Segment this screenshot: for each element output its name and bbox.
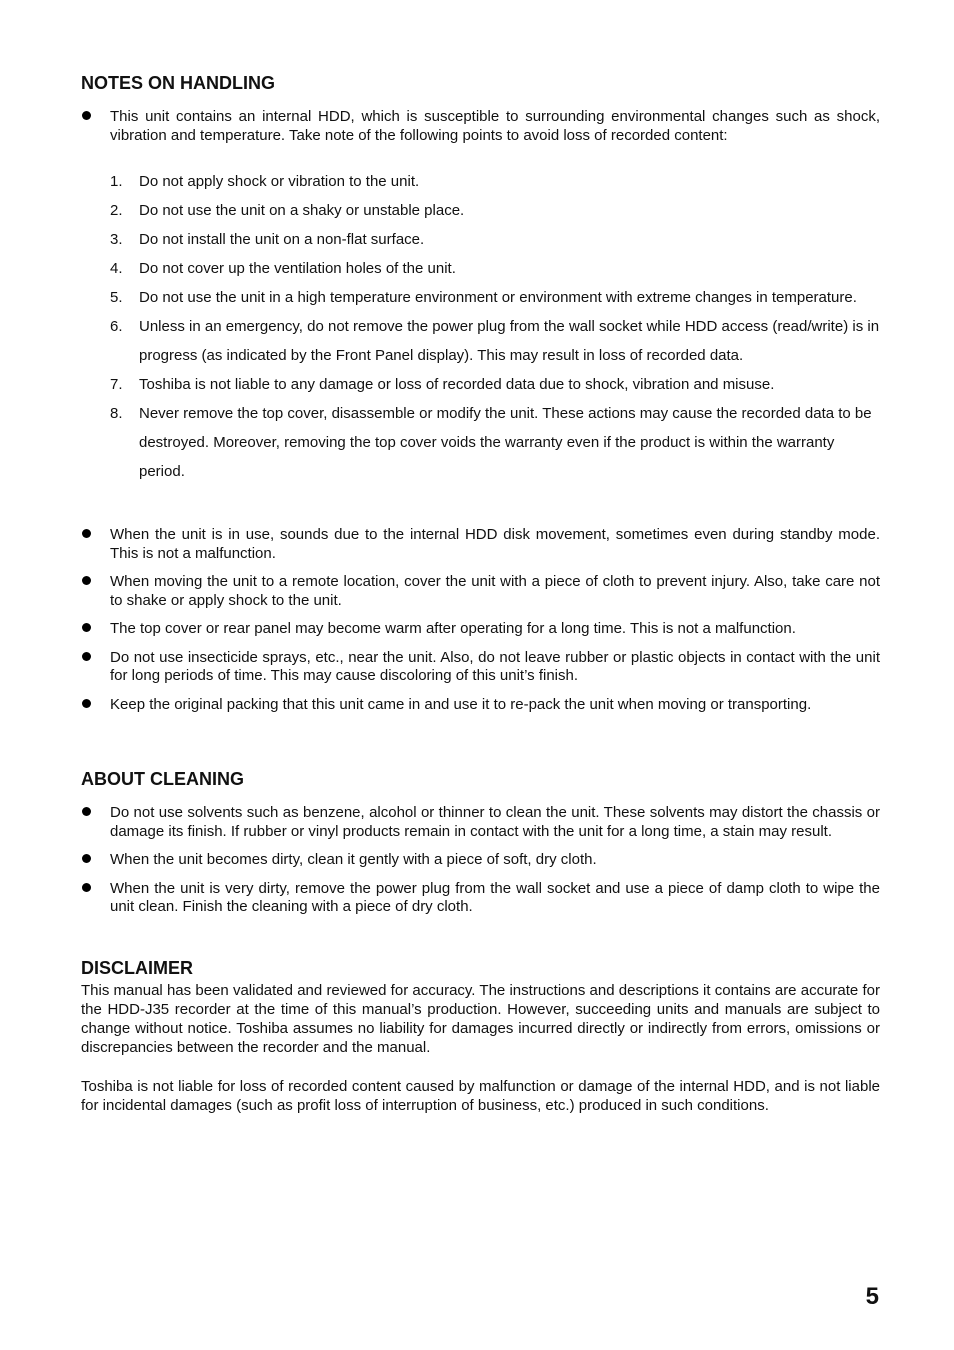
step-number: 4.	[110, 260, 123, 277]
step-text: Do not use the unit in a high temperature environment or environment with extreme changes in temperature.	[139, 289, 857, 306]
step-item	[110, 225, 880, 254]
handling-intro-item	[81, 108, 880, 486]
step-item	[110, 399, 880, 486]
cleaning-section	[81, 768, 880, 917]
step-number: 7.	[110, 376, 123, 393]
page-number: 5	[865, 1283, 879, 1310]
bullet-text: When the unit is in use, sounds due to the internal HDD disk movement, sometimes even during standby mode. This is not a malfunction.	[110, 526, 880, 562]
step-number: 1.	[110, 173, 123, 190]
cleaning-bullet-list	[81, 804, 880, 917]
bullet-text: Do not use solvents such as benzene, alcohol or thinner to clean the unit. These solvents may distort the chassis or damage its finish. If rubber or vinyl products remain in contact with the unit for a long time, a stain may result.	[110, 804, 880, 840]
bullet-dot-icon	[82, 576, 91, 585]
handling-bullet-item	[81, 526, 880, 563]
bullet-text: When the unit is very dirty, remove the power plug from the wall socket and use a piece of damp cloth to wipe the unit clean. Finish the cleaning with a piece of dry cloth.	[110, 879, 880, 915]
handling-heading: NOTES ON HANDLING	[81, 73, 276, 93]
bullet-dot-icon	[82, 652, 91, 661]
bullet-dot-icon	[82, 623, 91, 632]
disclaimer-heading: DISCLAIMER	[81, 957, 193, 978]
step-number: 6.	[110, 318, 123, 335]
disclaimer-section	[81, 957, 880, 1115]
bullet-dot-icon	[82, 699, 91, 708]
step-item	[110, 254, 880, 283]
handling-bullet-item	[81, 649, 880, 686]
bullet-dot-icon	[82, 111, 91, 120]
cleaning-bullet-item	[81, 880, 880, 917]
bullet-dot-icon	[82, 883, 91, 892]
step-item	[110, 312, 880, 370]
step-number: 8.	[110, 405, 123, 422]
bullet-text: When moving the unit to a remote location, cover the unit with a piece of cloth to prevent injury. Also, take care not to shake or apply shock to the unit.	[110, 573, 880, 609]
step-text: Do not cover up the ventilation holes of the unit.	[139, 260, 456, 277]
step-text: Do not apply shock or vibration to the unit.	[139, 173, 420, 190]
handling-bullet-item	[81, 696, 880, 715]
handling-bullet-item	[81, 620, 880, 639]
step-text: Do not install the unit on a non-flat surface.	[139, 231, 425, 248]
cleaning-bullet-item	[81, 804, 880, 841]
step-text: Unless in an emergency, do not remove the power plug from the wall socket while HDD access (read/write) is in progress (as indicated by the Front Panel display). This may result in loss of recorded data.	[139, 318, 880, 364]
cleaning-heading: ABOUT CLEANING	[81, 769, 244, 789]
handling-bullet-list	[81, 526, 880, 714]
step-text: Toshiba is not liable to any damage or loss of recorded data due to shock, vibration and misuse.	[139, 376, 775, 393]
bullet-text: Do not use insecticide sprays, etc., near the unit. Also, do not leave rubber or plastic objects in contact with the unit for long periods of time. This may cause discoloring of this unit’s finish.	[110, 648, 880, 684]
handling-intro-text: This unit contains an internal HDD, which is susceptible to surrounding environmental changes such as shock, vibration and temperature. Take note of the following points to avoid loss of recorded content:	[110, 108, 880, 144]
bullet-text: Keep the original packing that this unit came in and use it to re-pack the unit when moving or transporting.	[110, 695, 812, 713]
bullet-dot-icon	[82, 529, 91, 538]
bullet-dot-icon	[82, 854, 91, 863]
step-item	[110, 167, 880, 196]
step-text: Do not use the unit on a shaky or unstable place.	[139, 202, 465, 219]
bullet-text: When the unit becomes dirty, clean it gently with a piece of soft, dry cloth.	[110, 851, 597, 868]
cleaning-bullet-item	[81, 851, 880, 870]
step-item	[110, 283, 880, 312]
step-number: 2.	[110, 202, 123, 219]
step-item	[110, 196, 880, 225]
step-number: 3.	[110, 231, 123, 248]
step-number: 5.	[110, 289, 123, 306]
step-text: Never remove the top cover, disassemble or modify the unit. These actions may cause the recorded data to be destroyed. Moreover, removing the top cover voids the warranty even if the product is within the warranty period.	[139, 405, 872, 480]
handling-intro-list	[81, 108, 880, 486]
handling-steps-list	[110, 167, 880, 486]
handling-section	[81, 72, 880, 714]
manual-page	[81, 72, 880, 1115]
bullet-text: The top cover or rear panel may become warm after operating for a long time. This is not a malfunction.	[110, 620, 796, 637]
bullet-dot-icon	[82, 807, 91, 816]
disclaimer-paragraph: This manual has been validated and reviewed for accuracy. The instructions and descriptions it contains are accurate for the HDD-J35 recorder at the time of this manual’s production. However, succeeding units and manuals are subject to change without notice. Toshiba assumes no liability for damages incurred directly or indirectly from errors, omissions or discrepancies between the recorder and the manual.	[81, 981, 880, 1056]
disclaimer-paragraph: Toshiba is not liable for loss of recorded content caused by malfunction or damage of the internal HDD, and is not liable for incidental damages (such as profit loss of interruption of business, etc.) produced in such conditions.	[81, 1077, 880, 1114]
step-item	[110, 370, 880, 399]
handling-bullet-item	[81, 573, 880, 610]
